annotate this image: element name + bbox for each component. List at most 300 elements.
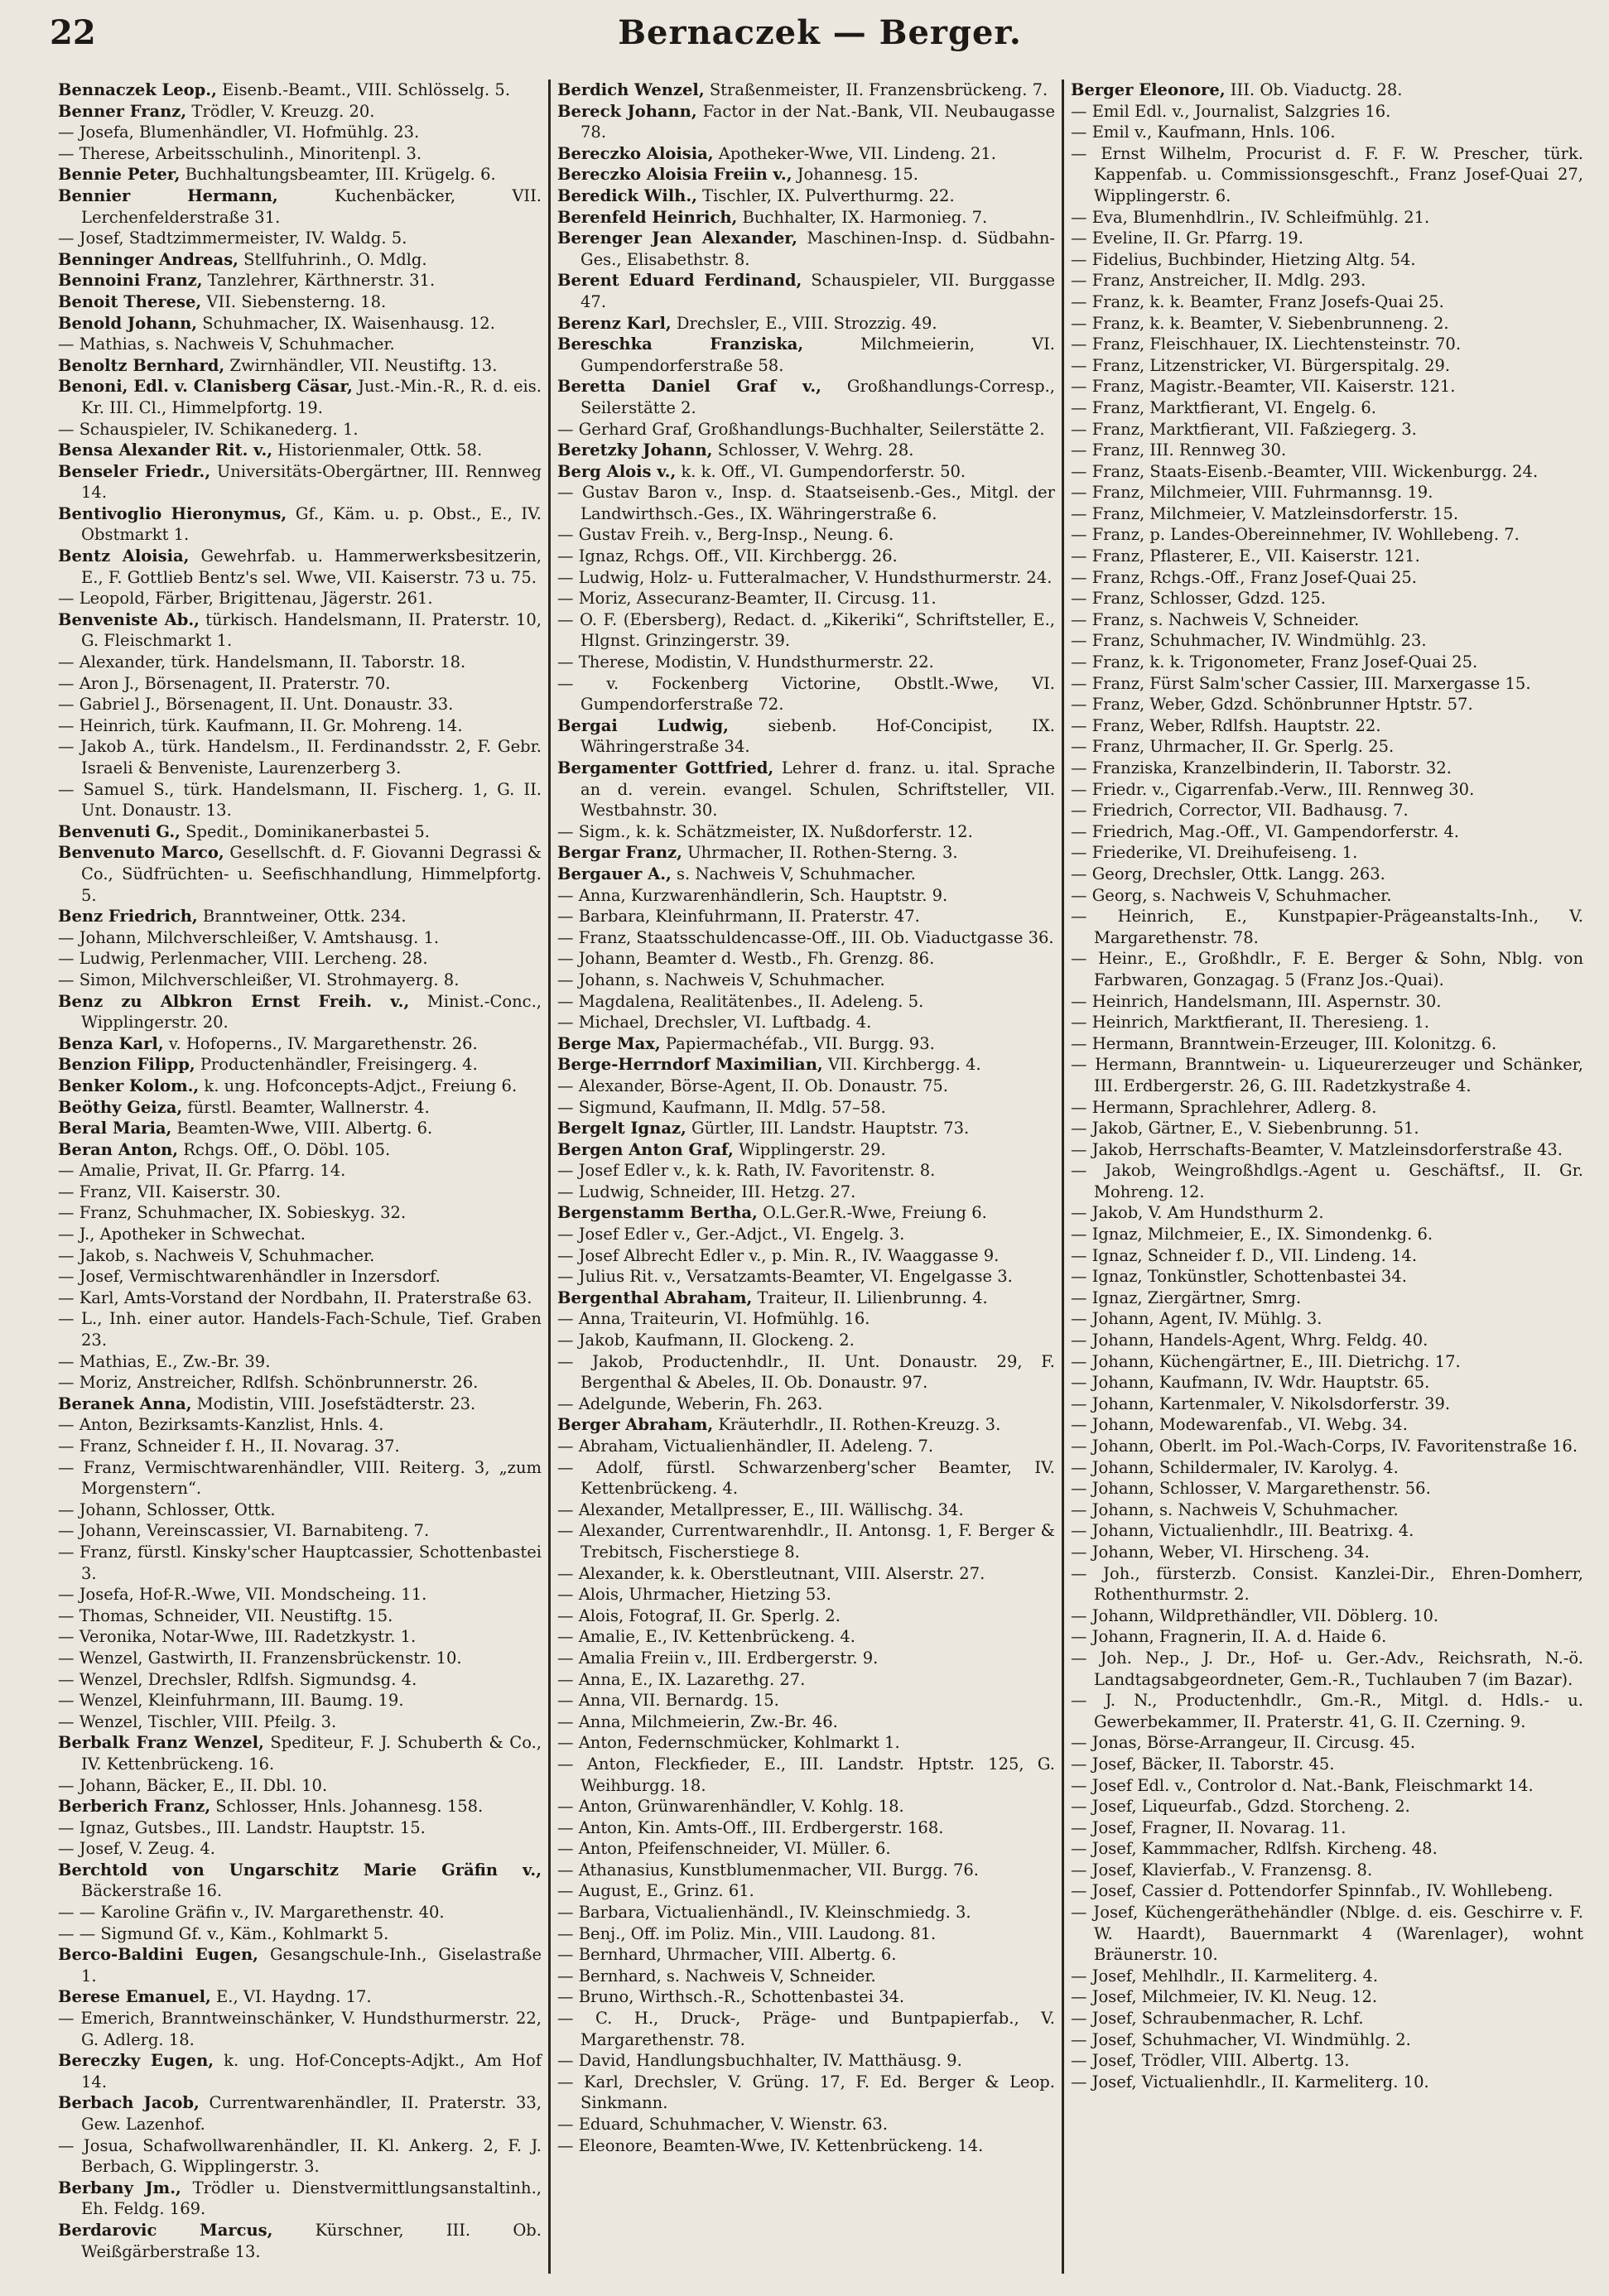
directory-entry (58, 1224, 542, 1245)
entry-text: — Eduard, Schuhmacher, V. Wienstr. 63. (557, 2115, 889, 2134)
directory-entry (1071, 1605, 1583, 1627)
directory-entry (1071, 991, 1583, 1013)
entry-text: — Bernhard, Uhrmacher, VIII. Albertg. 6. (557, 1945, 897, 1965)
directory-entry (1071, 1414, 1583, 1436)
entry-text: — Anton, Pfeifenschneider, VI. Müller. 6. (557, 1839, 891, 1859)
entry-name: Berdich Wenzel, (557, 80, 705, 99)
directory-entry (1071, 588, 1583, 609)
directory-entry (1071, 1351, 1583, 1373)
directory-entry (1071, 1224, 1583, 1245)
directory-entry (58, 1372, 542, 1393)
entry-text: Apotheker-Wwe, VII. Lindeng. 21. (713, 143, 997, 163)
entry-text: Gesellschft. d. F. Giovanni Degrassi & Co., Südfrüchten- u. Seefischhandlung, Himmelpfortg. 5. (81, 843, 542, 905)
entry-text: — Johann, Küchengärtner, E., III. Dietrichg. 17. (1071, 1351, 1461, 1371)
entry-text: — Franz, III. Rennweg 30. (1071, 440, 1287, 460)
entry-text: Johannesg. 15. (792, 165, 918, 185)
entry-text: — Johann, s. Nachweis V, Schuhmacher. (1071, 1499, 1399, 1519)
directory-entry (557, 1393, 1055, 1415)
entry-text: — Therese, Arbeitsschulinh., Minoritenpl. 3. (58, 143, 422, 163)
directory-entry (1071, 736, 1583, 758)
directory-entry (1071, 800, 1583, 821)
entry-text: Universitäts-Obergärtner, III. Rennweg 14. (81, 461, 542, 503)
directory-entry (58, 609, 542, 652)
directory-entry (557, 1308, 1055, 1330)
entry-text: — Josefa, Blumenhändler, VI. Hofmühlg. 23. (58, 123, 420, 142)
entry-text: — Hermann, Branntwein- u. Liqueurerzeuger und Schänker, III. Erdbergerstr. 26, G. III. Radetzkystraße 4. (1071, 1055, 1583, 1095)
directory-entry (1071, 270, 1583, 291)
entry-text: — Gustav Freih. v., Berg-Insp., Neung. 6. (557, 525, 894, 545)
directory-entry (58, 376, 542, 418)
entry-name: Berbalk Franz Wenzel, (58, 1733, 264, 1753)
entry-text: — Josef Edl. v., Controlor d. Nat.-Bank, Fleischmarkt 14. (1071, 1775, 1534, 1795)
directory-entry (58, 1139, 542, 1161)
directory-entry (1071, 1732, 1583, 1754)
entry-text: — Eleonore, Beamten-Wwe, IV. Kettenbrückeng. 14. (557, 2135, 984, 2155)
entry-text: — Johann, Oberlt. im Pol.-Wach-Corps, IV. Favoritenstraße 16. (1071, 1437, 1578, 1456)
entry-name: Benker Kolom., (58, 1076, 200, 1095)
directory-entry (58, 1351, 542, 1373)
entry-text: — Anton, Kin. Amts-Off., III. Erdbergerstr. 168. (557, 1817, 944, 1837)
directory-entry (557, 991, 1055, 1013)
directory-entry (58, 1414, 542, 1436)
directory-entry (1071, 1118, 1583, 1139)
entry-name: Benveniste Ab., (58, 609, 200, 629)
directory-entry (557, 546, 1055, 567)
directory-entry (1071, 1330, 1583, 1351)
directory-entry (58, 2008, 542, 2050)
directory-entry (1071, 1202, 1583, 1224)
entry-text: Tischler, IX. Pulverthurmg. 22. (696, 185, 955, 205)
directory-entry (1071, 609, 1583, 631)
entry-text: — Josef, Mehlhdlr., II. Karmeliterg. 4. (1071, 1966, 1379, 1986)
entry-text: — Veronika, Notar-Wwe, III. Radetzkystr. 1. (58, 1627, 417, 1647)
directory-entry (1071, 397, 1583, 419)
entry-text: Zwirnhändler, VII. Neustiftg. 13. (224, 355, 498, 375)
directory-entry (58, 1902, 542, 1923)
directory-entry (58, 588, 542, 609)
directory-entry (1071, 652, 1583, 673)
directory-entry (58, 440, 542, 461)
directory-entry (557, 1944, 1055, 1966)
directory-entry (1071, 1690, 1583, 1732)
directory-entry (58, 228, 542, 249)
directory-entry (1071, 482, 1583, 503)
directory-entry (1071, 1880, 1583, 1902)
entry-text: Milchmeierin, VI. Gumpendorferstraße 58. (580, 335, 1055, 375)
entry-text: — — Sigmund Gf. v., Käm., Kohlmarkt 5. (58, 1923, 389, 1943)
entry-text: — Anna, Milchmeierin, Zw.-Br. 46. (557, 1711, 838, 1731)
entry-name: Beranek Anna, (58, 1393, 192, 1413)
directory-entry (58, 546, 542, 588)
entry-text: — Emil v., Kaufmann, Hnls. 106. (1071, 123, 1336, 142)
entry-name: Benseler Friedr., (58, 461, 211, 481)
directory-entry (1071, 1542, 1583, 1563)
directory-entry (58, 736, 542, 778)
entry-name: Benoltz Bernhard, (58, 355, 225, 375)
directory-entry (557, 1160, 1055, 1182)
directory-entry (58, 1202, 542, 1224)
directory-entry (1071, 440, 1583, 461)
entry-text: — Josef, Vermischtwarenhändler in Inzersdorf. (58, 1267, 441, 1287)
entry-text: — Georg, Drechsler, Ottk. Langg. 263. (1071, 864, 1385, 883)
directory-entry (58, 1499, 542, 1521)
entry-text: Modistin, VIII. Josefstädterstr. 23. (191, 1393, 476, 1413)
entry-text: Großhandlungs-Corresp., Seilerstätte 2. (580, 377, 1055, 417)
entry-text: — Fidelius, Buchbinder, Hietzing Altg. 54. (1071, 249, 1416, 269)
entry-text: — Moriz, Anstreicher, Rdlfsh. Schönbrunnerstr. 26. (58, 1373, 479, 1393)
directory-entry (1071, 779, 1583, 801)
directory-entry (557, 1880, 1055, 1902)
directory-entry (58, 1520, 542, 1542)
directory-entry (1071, 546, 1583, 567)
directory-entry (58, 419, 542, 440)
directory-entry (58, 1817, 542, 1839)
directory-entry (58, 970, 542, 991)
directory-entry (557, 1351, 1055, 1393)
directory-entry (1071, 1986, 1583, 2008)
entry-text: — Therese, Modistin, V. Hundsthurmerstr. 22. (557, 652, 934, 672)
entry-name: Bennie Peter, (58, 165, 181, 185)
entry-text: — Aron J., Börsenagent, II. Praterstr. 70. (58, 673, 391, 693)
directory-entry (557, 1288, 1055, 1309)
entry-text: Wipplingerstr. 29. (733, 1139, 886, 1159)
entry-text: — Alois, Uhrmacher, Hietzing 53. (557, 1585, 831, 1605)
column-3 (1062, 79, 1590, 2274)
entry-text: — Franz, Anstreicher, II. Mdlg. 293. (1071, 271, 1366, 291)
directory-entry (58, 1669, 542, 1691)
entry-text: — Georg, s. Nachweis V, Schuhmacher. (1071, 885, 1392, 905)
entry-name: Benoit Therese, (58, 291, 202, 311)
directory-entry (1071, 419, 1583, 440)
entry-text: — Heinrich, E., Kunstpapier-Prägeanstalts-Inh., V. Margarethenstr. 78. (1071, 907, 1583, 947)
directory-entry (58, 79, 542, 101)
entry-text: — August, E., Grinz. 61. (557, 1881, 754, 1901)
entry-text: — Ludwig, Holz- u. Futteralmacher, V. Hundsthurmerstr. 24. (557, 567, 1053, 587)
entry-text: — Eveline, II. Gr. Pfarrg. 19. (1071, 229, 1303, 248)
directory-entry (58, 1266, 542, 1288)
directory-entry (1071, 1266, 1583, 1288)
entry-text: — Jakob, Gärtner, E., V. Siebenbrunng. 51. (1071, 1119, 1419, 1138)
directory-entry (1071, 376, 1583, 397)
entry-name: Beöthy Geiza, (58, 1097, 183, 1117)
directory-entry (1071, 101, 1583, 123)
directory-entry (1071, 1097, 1583, 1119)
directory-entry (557, 1224, 1055, 1245)
entry-text: Drechsler, E., VIII. Strozzig. 49. (671, 313, 937, 333)
entry-text: — Alexander, k. k. Oberstleutnant, VIII. Alserstr. 27. (557, 1563, 985, 1583)
entry-name: Beretzky Johann, (557, 440, 713, 460)
entry-text: — Johann, Schlosser, Ottk. (58, 1499, 276, 1519)
directory-entry (557, 1605, 1055, 1627)
directory-entry (58, 143, 542, 165)
entry-text: k. k. Off., VI. Gumpendorferstr. 50. (676, 461, 966, 481)
entry-text: — Franz, k. k. Beamter, V. Siebenbrunneng. 2. (1071, 313, 1449, 333)
entry-text: Schuhmacher, IX. Waisenhausg. 12. (197, 313, 495, 333)
directory-entry (557, 1118, 1055, 1139)
entry-text: Gesangschule-Inh., Giselastraße 1. (81, 1945, 542, 1986)
entry-name: Bennoini Franz, (58, 271, 203, 291)
entry-text: — Ludwig, Schneider, III. Hetzg. 27. (557, 1182, 856, 1201)
entry-text: Rchgs. Off., O. Döbl. 105. (178, 1139, 391, 1159)
entry-text: — Johann, Milchverschleißer, V. Amtshausg. 1. (58, 927, 440, 947)
entry-text: v. Hofoperns., IV. Margarethenstr. 26. (163, 1033, 478, 1053)
entry-text: — Ignaz, Rchgs. Off., VII. Kirchbergg. 26. (557, 546, 898, 566)
entry-text: — Franz, Weber, Gdzd. Schönbrunner Hptstr. 57. (1071, 695, 1473, 715)
page-title: Bernaczek — Berger. (618, 13, 1022, 52)
entry-text: — Franz, s. Nachweis V, Schneider. (1071, 609, 1360, 629)
directory-entry (1071, 2029, 1583, 2051)
entry-text: — L., Inh. einer autor. Handels-Fach-Schule, Tief. Graben 23. (58, 1309, 542, 1350)
directory-entry (58, 1288, 542, 1309)
entry-name: Bennier Hermann, (58, 185, 278, 205)
entry-text: Traiteur, II. Lilienbrunng. 4. (752, 1288, 988, 1307)
entry-text: — Franz, Magistr.-Beamter, VII. Kaiserstr. 121. (1071, 377, 1456, 397)
directory-entry (557, 1966, 1055, 1987)
entry-text: Just.-Min.-R., R. d. eis. Kr. III. Cl., Himmelpfortg. 19. (81, 377, 542, 417)
entry-text: Tanzlehrer, Kärthnerstr. 31. (202, 271, 436, 291)
entry-text: — — Karoline Gräfin v., IV. Margarethenstr. 40. (58, 1903, 445, 1923)
entry-text: — Eva, Blumenhdlrin., IV. Schleifmühlg. 21. (1071, 207, 1430, 227)
directory-entry (58, 652, 542, 673)
entry-text: — Josef, Liqueurfab., Gdzd. Storcheng. 2. (1071, 1797, 1410, 1817)
entry-text: — Johann, Vereinscassier, VI. Barnabiteng. 7. (58, 1521, 430, 1541)
entry-text: — Barbara, Victualienhändl., IV. Kleinschmiedg. 3. (557, 1903, 971, 1923)
entry-text: Kräuterhdlr., II. Rothen-Kreuzg. 3. (713, 1415, 1001, 1435)
entry-text: — Franz, Schuhmacher, IX. Sobieskyg. 32. (58, 1203, 407, 1223)
entry-text: — Johann, Fragnerin, II. A. d. Haide 6. (1071, 1627, 1387, 1647)
entry-text: — Franz, Vermischtwarenhändler, VIII. Reiterg. 3, „zum Morgenstern“. (58, 1457, 542, 1499)
entry-text: — Franz, Schneider f. H., II. Novarag. 37. (58, 1437, 400, 1456)
entry-name: Bergai Ludwig, (557, 715, 729, 735)
directory-entry (1071, 461, 1583, 483)
entry-text: — Jakob, Herrschafts-Beamter, V. Matzleinsdorferstraße 43. (1071, 1139, 1563, 1159)
directory-entry (58, 2092, 542, 2135)
entry-text: Uhrmacher, II. Rothen-Sterng. 3. (682, 843, 958, 863)
entry-name: Bereczky Eugen, (58, 2051, 214, 2071)
directory-entry (557, 461, 1055, 483)
directory-entry (58, 715, 542, 737)
entry-text: — Franz, Uhrmacher, II. Gr. Sperlg. 25. (1071, 737, 1395, 757)
entry-text: Beamten-Wwe, VIII. Albertg. 6. (171, 1119, 433, 1138)
entry-text: — Franz, Pflasterer, E., VII. Kaiserstr. 121. (1071, 546, 1420, 566)
column-1 (51, 79, 548, 2274)
entry-text: — Josua, Schafwollwarenhändler, II. Kl. Ankerg. 2, F. J. Berbach, G. Wipplingerstr. 3. (58, 2135, 542, 2177)
directory-entry (58, 906, 542, 927)
directory-entry (1071, 334, 1583, 355)
entry-text: — Heinrich, Marktfierant, II. Theresieng. 1. (1071, 1013, 1429, 1032)
directory-entry (557, 1648, 1055, 1669)
directory-entry (557, 1986, 1055, 2008)
entry-text: Gf., Käm. u. p. Obst., E., IV. Obstmarkt 1. (81, 503, 542, 545)
directory-entry (557, 567, 1055, 589)
directory-entry (58, 334, 542, 355)
entry-text: — Franz, Marktfierant, VII. Faßziegerg. 3. (1071, 419, 1417, 439)
entry-name: Benza Karl, (58, 1033, 164, 1053)
directory-entry (1071, 842, 1583, 864)
entry-text: — David, Handlungsbuchhalter, IV. Matthäusg. 9. (557, 2051, 962, 2071)
entry-text: — J., Apotheker in Schwechat. (58, 1225, 306, 1244)
entry-text: — Josef, V. Zeug. 4. (58, 1839, 215, 1859)
entry-text: — Anton, Grünwarenhändler, V. Kohlg. 18. (557, 1797, 904, 1817)
directory-entry (557, 185, 1055, 207)
entry-text: — Adolf, fürstl. Schwarzenberg'scher Beamter, IV. Kettenbrückeng. 4. (557, 1457, 1055, 1499)
directory-entry (1071, 1054, 1583, 1096)
directory-entry (1071, 2050, 1583, 2072)
directory-entry (557, 885, 1055, 907)
directory-entry (58, 948, 542, 970)
entry-name: Bereck Johann, (557, 101, 697, 121)
directory-entry (557, 2008, 1055, 2050)
entry-name: Bergelt Ignaz, (557, 1119, 686, 1138)
directory-entry (557, 2072, 1055, 2114)
directory-entry (557, 313, 1055, 335)
entry-text: Branntweiner, Ottk. 234. (197, 907, 407, 927)
entry-text: — v. Fockenberg Victorine, Obstlt.-Wwe, VI. Gumpendorferstraße 72. (557, 673, 1055, 715)
directory-entry (557, 376, 1055, 418)
directory-entry (58, 1648, 542, 1669)
entry-text: — Hermann, Sprachlehrer, Adlerg. 8. (1071, 1097, 1377, 1117)
directory-entry (557, 101, 1055, 143)
directory-entry (1071, 630, 1583, 652)
directory-entry (58, 313, 542, 335)
directory-entry (557, 1245, 1055, 1267)
entry-text: Schauspieler, VII. Burggasse 47. (580, 271, 1055, 311)
page-header (50, 8, 1590, 66)
entry-name: Bereczko Aloisia, (557, 143, 714, 163)
directory-entry (58, 1860, 542, 1902)
directory-entry (1071, 715, 1583, 737)
entry-text: — Johann, Wildprethändler, VII. Döblerg. 10. (1071, 1605, 1439, 1625)
directory-entry (557, 609, 1055, 652)
directory-entry (1071, 1796, 1583, 1817)
directory-entry (557, 1520, 1055, 1562)
directory-entry (58, 673, 542, 695)
entry-name: Berger Abraham, (557, 1415, 714, 1435)
entry-text: — Franz, VII. Kaiserstr. 30. (58, 1182, 282, 1201)
directory-entry (1071, 1033, 1583, 1055)
entry-text: Trödler u. Dienstvermittlungsanstaltinh., Eh. Feldg. 169. (81, 2178, 542, 2219)
entry-text: E., VI. Haydng. 17. (210, 1987, 372, 2007)
directory-entry (557, 673, 1055, 715)
entry-text: — Franz, Weber, Rdlfsh. Hauptstr. 22. (1071, 715, 1381, 735)
directory-entry (1071, 1457, 1583, 1479)
directory-entry (557, 334, 1055, 376)
directory-entry (1071, 1648, 1583, 1690)
entry-text: — J. N., Productenhdlr., Gm.-R., Mitgl. d. Hdls.- u. Gewerbekammer, II. Praterstr. 41, G. II. Czerning. 9. (1071, 1691, 1583, 1731)
entry-text: — Alexander, türk. Handelsmann, II. Taborstr. 18. (58, 652, 466, 672)
entry-text: — Ludwig, Perlenmacher, VIII. Lercheng. 28. (58, 949, 428, 969)
directory-entry (557, 270, 1055, 312)
entry-name: Benold Johann, (58, 313, 198, 333)
entry-text: — Friederike, VI. Dreihufeiseng. 1. (1071, 843, 1358, 863)
directory-columns (51, 79, 1590, 2274)
entry-name: Bergauer A., (557, 864, 672, 883)
entry-text: — Schauspieler, IV. Schikanederg. 1. (58, 419, 359, 439)
entry-name: Bereczko Aloisia Freiin v., (557, 165, 792, 185)
entry-name: Berco-Baldini Eugen, (58, 1945, 258, 1965)
directory-entry (557, 143, 1055, 165)
entry-name: Bensa Alexander Rit. v., (58, 440, 273, 460)
directory-entry (58, 270, 542, 291)
entry-text: — Anton, Fleckfieder, E., III. Landstr. Hptstr. 125, G. Weihburgg. 18. (557, 1754, 1055, 1795)
directory-entry (557, 440, 1055, 461)
directory-entry (557, 1690, 1055, 1711)
entry-text: — Johann, Kartenmaler, V. Nikolsdorferstr. 39. (1071, 1393, 1451, 1413)
directory-entry (557, 906, 1055, 927)
entry-name: Bergenstamm Bertha, (557, 1203, 758, 1223)
directory-entry (557, 1499, 1055, 1521)
directory-entry (58, 1775, 542, 1797)
entry-text: — Ignaz, Ziergärtner, Smrg. (1071, 1288, 1302, 1307)
directory-entry (557, 1902, 1055, 1923)
directory-entry (557, 1923, 1055, 1945)
entry-text: — Wenzel, Tischler, VIII. Pfeilg. 3. (58, 1711, 337, 1731)
entry-text: — Friedrich, Mag.-Off., VI. Gampendorferstr. 4. (1071, 821, 1459, 841)
directory-entry (1071, 1288, 1583, 1309)
directory-entry (1071, 1372, 1583, 1393)
entry-text: — Mathias, s. Nachweis V, Schuhmacher. (58, 335, 395, 354)
page-number: 22 (50, 13, 96, 52)
directory-entry (1071, 821, 1583, 843)
entry-text: — Franz, fürstl. Kinsky'scher Hauptcassier, Schottenbastei 3. (58, 1542, 542, 1583)
entry-text: — Josef, Stadtzimmermeister, IV. Waldg. 5. (58, 229, 407, 248)
directory-entry (58, 2220, 542, 2262)
entry-text: — Josef, Schraubenmacher, R. Lchf. (1071, 2009, 1364, 2029)
entry-text: Straßenmeister, II. Franzensbrückeng. 7. (704, 80, 1048, 99)
entry-text: Eisenb.-Beamt., VIII. Schlösselg. 5. (216, 80, 511, 99)
entry-text: Factor in der Nat.-Bank, VII. Neubaugasse 78. (580, 101, 1055, 142)
entry-text: — Anton, Federnschmücker, Kohlmarkt 1. (557, 1733, 900, 1753)
entry-text: — Josef, Küchengeräthehändler (Nblge. d. eis. Geschirre v. F. W. Haardt), Bauernmarkt 4 (Warenlager), wohnt Bräunerstr. 10. (1071, 1903, 1583, 1965)
entry-name: Bergar Franz, (557, 843, 682, 863)
directory-entry (557, 164, 1055, 185)
directory-entry (557, 1817, 1055, 1839)
entry-name: Berchtold von Ungarschitz Marie Gräfin v., (58, 1860, 542, 1880)
directory-entry (1071, 1245, 1583, 1267)
entry-text: — Franz, k. k. Beamter, Franz Josefs-Quai 25. (1071, 291, 1444, 311)
directory-entry (58, 1076, 542, 1097)
entry-name: Benvenuto Marco, (58, 843, 224, 863)
entry-text: — Franz, Staatsschuldencasse-Off., III. Ob. Viaductgasse 36. (557, 927, 1054, 947)
entry-text: Currentwarenhändler, II. Praterstr. 33, Gew. Lazenhof. (81, 2093, 542, 2134)
entry-text: — Anna, Traiteurin, VI. Hofmühlg. 16. (557, 1309, 870, 1329)
entry-text: — Friedr. v., Cigarrenfab.-Verw., III. Rennweg 30. (1071, 779, 1475, 799)
directory-entry (1071, 228, 1583, 249)
entry-name: Bentivoglio Hieronymus, (58, 503, 287, 523)
directory-entry (58, 461, 542, 503)
entry-name: Bereschka Franziska, (557, 335, 804, 354)
directory-entry (1071, 906, 1583, 948)
directory-entry (58, 1626, 542, 1648)
directory-entry (557, 1796, 1055, 1817)
directory-entry (58, 779, 542, 821)
directory-entry (557, 1076, 1055, 1097)
directory-entry (58, 1245, 542, 1267)
entry-text: — Franz, Schlosser, Gdzd. 125. (1071, 589, 1326, 609)
directory-entry (557, 1669, 1055, 1691)
entry-text: — Gerhard Graf, Großhandlungs-Buchhalter, Seilerstätte 2. (557, 419, 1045, 439)
entry-name: Benner Franz, (58, 101, 187, 121)
entry-text: — Johann, Handels-Agent, Whrg. Feldg. 40. (1071, 1331, 1428, 1350)
entry-text: — Emil Edl. v., Journalist, Salzgries 16. (1071, 101, 1391, 121)
entry-name: Benvenuti G., (58, 821, 181, 841)
entry-text: — Franz, p. Landes-Obereinnehmer, IV. Wohllebeng. 7. (1071, 525, 1520, 545)
entry-text: — Josefa, Hof-R.-Wwe, VII. Mondscheing. 11. (58, 1585, 427, 1605)
entry-text: — Johann, Kaufmann, IV. Wdr. Hauptstr. 65. (1071, 1373, 1430, 1393)
entry-text: — Jakob, Productenhdlr., II. Unt. Donaustr. 29, F. Bergenthal & Abeles, II. Ob. Donaustr. 97. (557, 1351, 1055, 1393)
directory-entry (557, 2135, 1055, 2157)
entry-text: — Anton, Bezirksamts-Kanzlist, Hnls. 4. (58, 1415, 384, 1435)
